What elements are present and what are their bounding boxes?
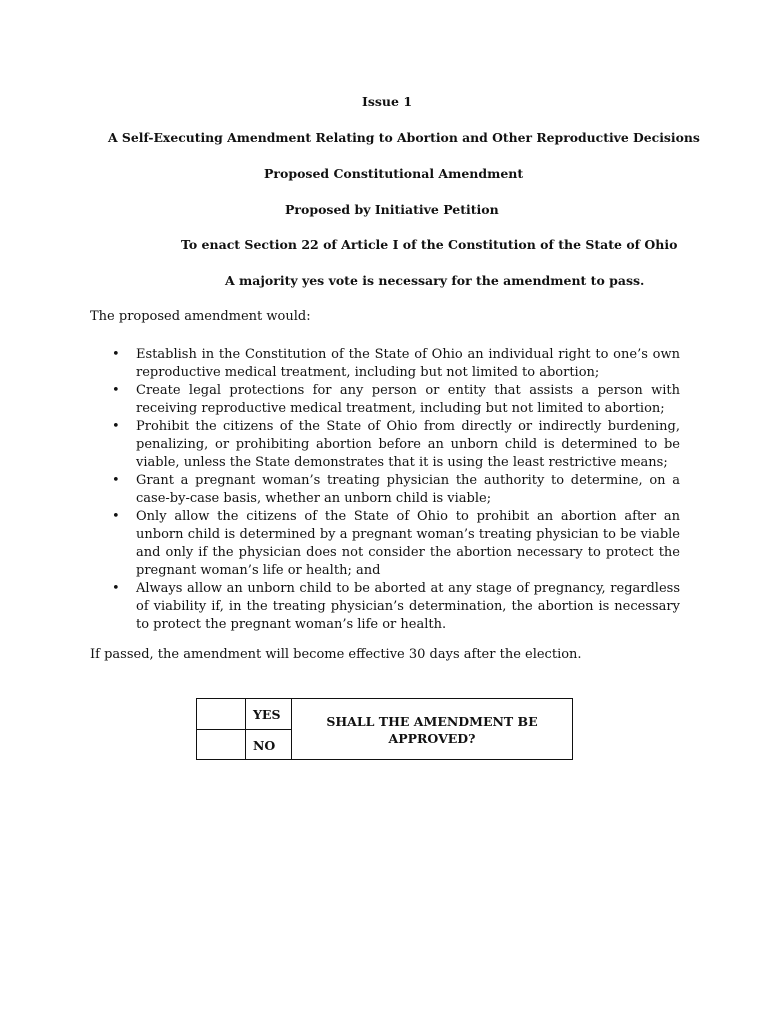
intro-text: The proposed amendment would: [90, 309, 311, 324]
list-item-text: Create legal protections for any person or entity that assists a person with receiving reproductive medical treatment, including but not limited to abortion; [136, 383, 680, 416]
amendment-title: A Self-Executing Amendment Relating to Abortion and Other Reproductive Decisions [108, 130, 700, 145]
list-item [90, 472, 680, 508]
list-item-text: Grant a pregnant woman’s treating physician the authority to determine, on a case-by-case basis, whether an unborn child is viable; [136, 473, 680, 506]
list-item-text: Only allow the citizens of the State of Ohio to prohibit an abortion after an unborn child is determined by a pregnant woman’s treating physician to be viable and only if the physician does not consider the abortion necessary to protect the pregnant woman’s life or health; and [136, 509, 680, 578]
list-item-text: Prohibit the citizens of the State of Ohio from directly or indirectly burdening, penalizing, or prohibiting abortion before an unborn child is determined to be viable, unless the State demonstrates that it is using the least restrictive means; [136, 419, 680, 470]
list-item [90, 382, 680, 418]
bullet-icon: • [112, 473, 120, 488]
bullet-icon: • [112, 419, 120, 434]
proposed-by: Proposed by Initiative Petition [285, 202, 499, 217]
list-item-text: Always allow an unborn child to be aborted at any stage of pregnancy, regardless of viability if, in the treating physician’s determination, the abortion is necessary to protect the pregnant woman’s life or health. [136, 581, 680, 632]
yes-label: YES [253, 707, 281, 722]
list-item-text: Establish in the Constitution of the State of Ohio an individual right to one’s own reproductive medical treatment, including but not limited to abortion; [136, 347, 680, 380]
enactment-statement: To enact Section 22 of Article I of the Constitution of the State of Ohio [181, 237, 678, 252]
effective-date-note: If passed, the amendment will become effective 30 days after the election. [90, 647, 582, 662]
majority-note: A majority yes vote is necessary for the amendment to pass. [225, 273, 645, 288]
no-checkbox[interactable] [197, 730, 245, 760]
bullet-icon: • [112, 383, 120, 398]
ballot-box-table [196, 698, 573, 760]
yes-checkbox[interactable] [197, 699, 245, 729]
amendment-type: Proposed Constitutional Amendment [264, 166, 524, 181]
bullet-icon: • [112, 347, 120, 362]
issue-label: Issue 1 [362, 94, 413, 109]
no-label: NO [253, 738, 276, 753]
list-item [90, 508, 680, 580]
amendment-provisions-list [90, 346, 680, 634]
bullet-icon: • [112, 509, 120, 524]
list-item [90, 580, 680, 634]
list-item [90, 418, 680, 472]
ballot-question: SHALL THE AMENDMENT BE APPROVED? [326, 714, 538, 746]
bullet-icon: • [112, 581, 120, 596]
list-item [90, 346, 680, 382]
